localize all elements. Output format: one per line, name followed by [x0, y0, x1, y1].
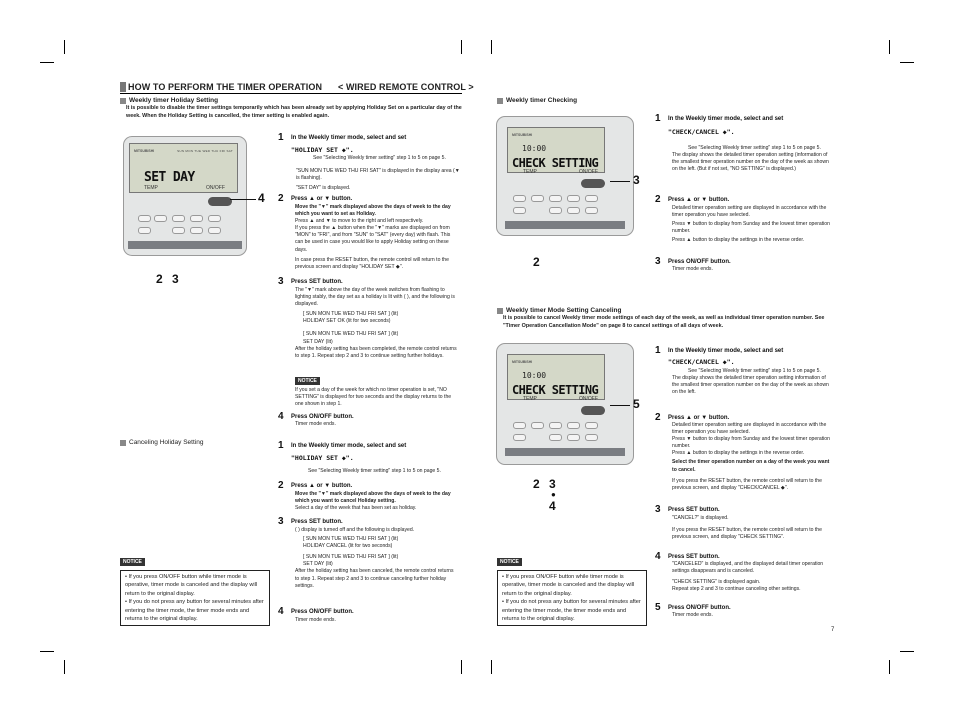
remote-key — [208, 215, 221, 222]
step-body — [295, 287, 457, 360]
step-body-line: The "▼" mark above the day of the week switches from flashing to lighting stably, the day set as a holiday is lit with ( ), and the following is displayed. — [295, 287, 455, 308]
section-heading-text: Weekly timer Mode Setting Canceling — [506, 307, 622, 314]
notice-item: • If you press ON/OFF button while timer mode is operative, timer mode is canceled and the display will return to the original display. — [125, 574, 258, 597]
step-body-line: Detailed timer operation setting are displayed in accordance with the timer operation you have selected. — [672, 205, 827, 219]
remote-temp-label: TEMP — [523, 169, 537, 175]
step-body-line: Press ▼ button to display from Sunday and the lowest timer operation number. — [672, 221, 830, 235]
step-number: 1 — [655, 345, 661, 356]
crop-mark — [64, 40, 65, 54]
step-body — [672, 145, 834, 173]
crop-mark — [491, 660, 492, 674]
remote-days: SUN MON TUE WED THU FRI SAT — [177, 149, 233, 153]
remote-key — [585, 195, 598, 202]
step-title: Press ▲ or ▼ button. — [668, 415, 730, 421]
notice-item: • If you do not press any button for several minutes after entering the timer mode, the timer mode ends and returns to the original display. — [125, 599, 264, 623]
notice-box — [497, 570, 647, 626]
step-lcd-text: "CHECK/CANCEL ◆". — [668, 128, 735, 136]
step-title: Press ON/OFF button. — [291, 414, 354, 420]
step-body-line: "SET DAY" is displayed. — [296, 185, 351, 192]
step-body-line: Press ▲ and ▼ to move to the right and left respectively. — [295, 218, 424, 225]
step-body-line: The display shows the detailed timer operation setting information of the smallest timer operation number on the day of the week as shown on the left. — [672, 375, 829, 396]
crop-mark — [889, 40, 890, 54]
remote-key — [513, 434, 526, 441]
remote-key — [585, 422, 598, 429]
section-square — [497, 98, 503, 104]
section-intro: It is possible to disable the timer settings temporarily which has been already set by applying Holiday Set on a particular day of the week. When the Holiday Setting is cancelled, the timer setting is enabled again. — [126, 105, 462, 119]
notice-label: NOTICE — [120, 558, 145, 566]
step-body — [672, 205, 834, 244]
callout-4: 4 — [258, 191, 265, 205]
remote-key — [549, 195, 562, 202]
crop-mark — [461, 660, 462, 674]
notice-label: NOTICE — [497, 558, 522, 566]
step-body — [313, 155, 463, 162]
step-body-line: See "Selecting Weekly timer setting" step 1 to 5 on page 5. — [688, 145, 821, 151]
remote-logo: MITSUBISHI — [512, 133, 533, 137]
remote-key — [567, 207, 580, 214]
remote-key — [190, 215, 203, 222]
step-body-line: Move the "▼" mark displayed above the days of week to the day which you want to cancel Holiday setting. — [295, 491, 451, 505]
step-number: 2 — [655, 412, 661, 423]
step-body-line: Select a day of the week that has been set as holiday. — [295, 505, 417, 512]
callout-bullet: ● — [551, 490, 556, 499]
step-title: In the Weekly timer mode, select and set — [668, 116, 784, 122]
step-body-line: Select the timer operation number on a day of the week you want to cancel. — [672, 459, 830, 473]
section-heading-text: Weekly timer Holiday Setting — [129, 97, 219, 104]
step-number: 1 — [655, 113, 661, 124]
step-body — [672, 368, 834, 396]
crop-mark — [889, 660, 890, 674]
notice-item: • If you press ON/OFF button while timer mode is operative, timer mode is canceled and the display will return to the original display. — [502, 574, 635, 597]
step-body-line: "CANCELED" is displayed, and the displayed detail timer operation settings disappears and is canceled. — [672, 561, 824, 575]
callout-2: 2 — [156, 272, 163, 286]
remote-onoff-label: ON/OFF — [206, 185, 225, 191]
step-body-line: [ SUN MON TUE WED THU FRI SAT ] (lit) — [303, 536, 399, 543]
remote-key — [585, 207, 598, 214]
step-body: Timer mode ends. — [672, 266, 713, 272]
step-title: Press ▲ or ▼ button. — [668, 197, 730, 203]
remote-key — [172, 215, 185, 222]
step-number: 2 — [655, 194, 661, 205]
callout-line — [230, 199, 256, 200]
remote-control-image — [496, 116, 634, 236]
remote-strip — [505, 221, 625, 229]
step-lcd-text: "CHECK/CANCEL ◆". — [668, 358, 735, 366]
remote-key — [531, 195, 544, 202]
callout-3: 3 — [549, 477, 556, 491]
step-body-line: The display shows the detailed timer operation setting (information of the smallest timer operation number on the day of the week as shown on the left. (But if not set, "NO SETTING" is displayed.) — [672, 152, 829, 173]
crop-mark — [64, 660, 65, 674]
step-number: 3 — [278, 516, 284, 527]
crop-mark — [40, 62, 54, 63]
section-heading-text: Canceling Holiday Setting — [129, 439, 204, 446]
remote-key — [549, 422, 562, 429]
step-body-line: After the holiday setting has been canceled, the remote control returns to step 1. Repeat step 2 and 3 to continue canceling further holiday settings. — [295, 568, 454, 589]
step-body — [296, 168, 462, 192]
step-title: Press SET button. — [291, 279, 343, 285]
remote-key — [513, 195, 526, 202]
step-body — [295, 491, 457, 512]
crop-mark — [461, 40, 462, 54]
step-title: Press ON/OFF button. — [668, 259, 731, 265]
step-body-line: [ SUN MON TUE WED THU FRI SAT ] (lit) — [303, 311, 399, 318]
step-body: See "Selecting Weekly timer setting" step 1 to 5 on page 5. — [308, 468, 441, 474]
remote-key — [567, 422, 580, 429]
remote-temp-label: TEMP — [523, 396, 537, 402]
step-body — [295, 204, 457, 271]
step-body-line: "CHECK SETTING" is displayed again. — [672, 579, 761, 586]
page-number: 7 — [831, 627, 835, 633]
step-body-line: Move the "▼" mark displayed above the days of week to the day which you want to set as Holiday. — [295, 204, 451, 218]
step-body — [295, 527, 457, 590]
step-body-line: If you press the ▲ button when the "▼" marks are displayed on from "MON" to "FRI", and from "SUN" to "SAT" (every day) with flash. This can be used in case you would like to apply Holiday setting on these days. — [295, 225, 451, 253]
step-body-line: [ SUN MON TUE WED THU FRI SAT ] (lit) — [303, 331, 399, 338]
remote-strip — [128, 241, 242, 249]
remote-key — [531, 422, 544, 429]
step-number: 1 — [278, 132, 284, 143]
callout-line — [610, 181, 630, 182]
crop-mark — [900, 651, 914, 652]
step-body-line: Press ▲ button to display the settings in the reverse order. — [672, 237, 805, 244]
remote-key — [567, 195, 580, 202]
remote-onoff-label: ON/OFF — [579, 169, 598, 175]
step-body: Timer mode ends. — [672, 612, 713, 618]
step-title: Press ON/OFF button. — [668, 605, 731, 611]
remote-onoff-button — [208, 197, 232, 206]
step-lcd-text: "HOLIDAY SET ◆". — [291, 454, 354, 462]
callout-3: 3 — [172, 272, 179, 286]
step-body-line: "SUN MON TUE WED THU FRI SAT" is displayed in the display area (▼ is flashing). — [296, 168, 460, 182]
step-body-line: SET DAY (lit) — [303, 338, 333, 345]
crop-mark — [491, 40, 492, 54]
step-number: 4 — [278, 606, 284, 617]
remote-key — [208, 227, 221, 234]
step-body: Timer mode ends. — [295, 421, 336, 427]
header-rule — [120, 93, 462, 94]
step-body-line: See "Selecting Weekly timer setting" step 1 to 5 on page 5. — [313, 155, 446, 161]
step-body-line: SET DAY (lit) — [303, 561, 333, 568]
remote-logo: MITSUBISHI — [512, 360, 533, 364]
remote-key — [138, 215, 151, 222]
step-number: 2 — [278, 480, 284, 491]
section-intro: It is possible to cancel Weekly timer mode settings of each day of the week, as well as individual timer operation number. See "Timer Operation Cancellation Mode" on page 8 to cancel settings of all days of week. — [503, 315, 825, 329]
step-title: Press SET button. — [291, 519, 343, 525]
step-number: 3 — [655, 504, 661, 515]
step-title: Press SET button. — [668, 554, 720, 560]
step-body-line: Detailed timer operation setting are displayed in accordance with the timer operation you have selected. — [672, 422, 827, 436]
step-number: 2 — [278, 193, 284, 204]
step-body-line: HOLIDAY CANCEL (lit for two seconds) — [303, 543, 393, 550]
step-number: 3 — [278, 276, 284, 287]
step-body-line: Press ▲ button to display the settings in the reverse order. — [672, 450, 805, 457]
remote-clock: 10:00 — [522, 144, 547, 153]
remote-lcd — [507, 354, 605, 400]
page-subtitle: < WIRED REMOTE CONTROL > — [338, 82, 474, 92]
step-body: Timer mode ends. — [295, 617, 336, 623]
remote-key — [513, 207, 526, 214]
callout-line — [610, 405, 630, 406]
remote-strip — [505, 448, 625, 456]
step-number: 1 — [278, 440, 284, 451]
step-body-line: After the holiday setting has been completed, the remote control returns to step 1. Repeat step 2 and 3 to continue setting further holidays. — [295, 345, 457, 359]
remote-display-text: SET DAY — [144, 170, 195, 185]
step-title: In the Weekly timer mode, select and set — [668, 348, 784, 354]
step-number: 4 — [278, 411, 284, 422]
step-number: 3 — [655, 256, 661, 267]
step-title: Press ▲ or ▼ button. — [291, 483, 353, 489]
step-body-line: If you press the RESET button, the remote control will return to the previous screen, and display "CHECK SETTING". — [672, 527, 822, 541]
remote-key — [549, 434, 562, 441]
notice-item: • If you do not press any button for several minutes after entering the timer mode, the timer mode ends and returns to the original display. — [502, 599, 641, 623]
step-title: Press ▲ or ▼ button. — [291, 196, 353, 202]
remote-lcd — [507, 127, 605, 173]
crop-mark — [900, 62, 914, 63]
callout-5: 5 — [633, 397, 640, 411]
remote-temp-label: TEMP — [144, 185, 158, 191]
remote-key — [154, 215, 167, 222]
remote-onoff-button — [581, 406, 605, 415]
step-body-line: Repeat step 2 and 3 to continue canceling other settings. — [672, 586, 801, 593]
callout-2: 2 — [533, 477, 540, 491]
section-heading-holiday — [120, 97, 218, 104]
header-square — [120, 82, 126, 92]
remote-control-image — [496, 343, 634, 465]
notice-box — [120, 570, 270, 626]
remote-display-text: CHECK SETTING — [512, 156, 599, 170]
step-title: Press ON/OFF button. — [291, 609, 354, 615]
step-body-line: ( ) display is turned off and the following is displayed. — [295, 527, 415, 533]
step-body — [672, 422, 834, 492]
section-heading-text: Weekly timer Checking — [506, 97, 578, 104]
step-body-line: See "Selecting Weekly timer setting" step 1 to 5 on page 5. — [688, 368, 821, 374]
crop-mark — [40, 651, 54, 652]
remote-logo: MITSUBISHI — [134, 149, 155, 153]
callout-2: 2 — [533, 255, 540, 269]
remote-key — [567, 434, 580, 441]
remote-onoff-label: ON/OFF — [579, 396, 598, 402]
section-heading-checking — [497, 97, 577, 104]
remote-key — [585, 434, 598, 441]
section-square — [120, 440, 126, 446]
remote-key — [190, 227, 203, 234]
notice-text: If you set a day of the week for which no timer operation is set, "NO SETTING" is displayed for two seconds and the display returns to the one shown in step 1. — [295, 387, 452, 408]
section-square — [497, 308, 503, 314]
remote-control-image — [123, 136, 247, 256]
page-title: HOW TO PERFORM THE TIMER OPERATION — [128, 82, 323, 92]
step-body-line: In case press the RESET button, the remote control will return to the previous screen and display "HOLIDAY SET ◆". — [295, 256, 449, 270]
step-body — [672, 561, 834, 593]
step-body-line: [ SUN MON TUE WED THU FRI SAT ] (lit) — [303, 554, 399, 561]
section-square — [120, 98, 126, 104]
remote-key — [172, 227, 185, 234]
notice-label: NOTICE — [295, 377, 320, 385]
remote-display-text: CHECK SETTING — [512, 383, 599, 397]
remote-onoff-button — [581, 179, 605, 188]
step-body-line: If you press the RESET button, the remote control will return to the previous screen, and display "CHECK/CANCEL ◆". — [672, 477, 822, 491]
step-lcd-text: "HOLIDAY SET ◆". — [291, 146, 354, 154]
callout-4: 4 — [549, 499, 556, 513]
step-body-line: "CANCEL?" is displayed. — [672, 515, 729, 521]
step-body-line: HOLIDAY SET OK (lit for two seconds) — [303, 318, 391, 325]
section-heading-canceling — [497, 307, 621, 314]
remote-key — [549, 207, 562, 214]
callout-3: 3 — [633, 173, 640, 187]
remote-key — [513, 422, 526, 429]
section-heading-cancel-holiday — [120, 439, 203, 446]
step-body-line: Press ▼ button to display from Sunday and the lowest timer operation number. — [672, 436, 830, 450]
step-title: Press SET button. — [668, 507, 720, 513]
step-body — [672, 515, 834, 541]
step-title: In the Weekly timer mode, select and set — [291, 443, 407, 449]
remote-key — [138, 227, 151, 234]
step-number: 5 — [655, 602, 661, 613]
step-number: 4 — [655, 551, 661, 562]
step-title: In the Weekly timer mode, select and set — [291, 135, 407, 141]
remote-clock: 10:00 — [522, 371, 547, 380]
